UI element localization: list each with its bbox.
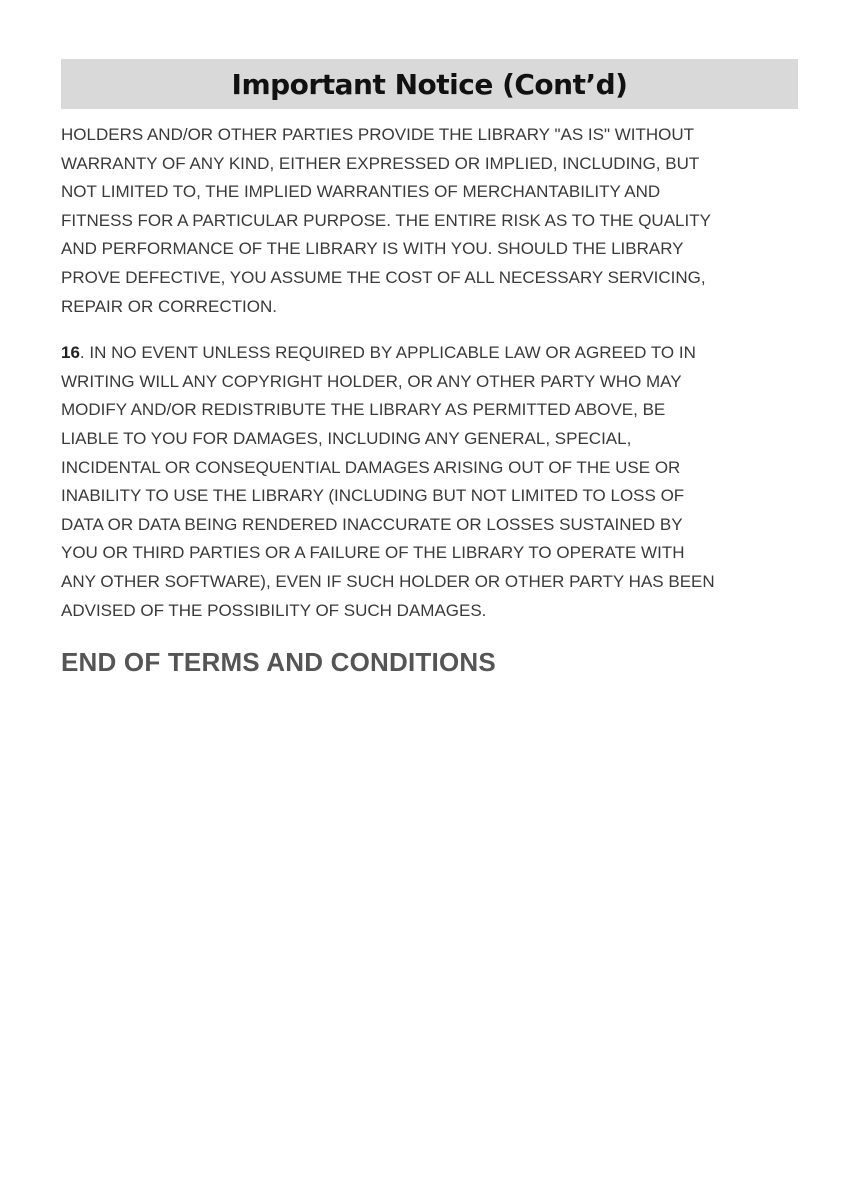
end-of-terms-heading: END OF TERMS AND CONDITIONS (61, 647, 496, 678)
text-line: INCIDENTAL OR CONSEQUENTIAL DAMAGES ARISING OUT OF THE USE OR (61, 457, 681, 477)
text-line: AND PERFORMANCE OF THE LIBRARY IS WITH YOU. SHOULD THE LIBRARY (61, 239, 684, 259)
header-bar (61, 59, 798, 109)
clause-first-line: . IN NO EVENT UNLESS REQUIRED BY APPLICABLE LAW OR AGREED TO IN (79, 343, 696, 363)
text-line: HOLDERS AND/OR OTHER PARTIES PROVIDE THE LIBRARY "AS IS" WITHOUT (61, 125, 695, 144)
text-line (61, 339, 798, 368)
text-line: YOU OR THIRD PARTIES OR A FAILURE OF THE LIBRARY TO OPERATE WITH (61, 543, 685, 563)
text-line: WRITING WILL ANY COPYRIGHT HOLDER, OR ANY OTHER PARTY WHO MAY (61, 371, 682, 391)
paragraph-warranty-disclaimer (61, 121, 798, 321)
page-title: Important Notice (Cont’d) (231, 67, 628, 101)
document-page (61, 59, 798, 678)
paragraph-liability-limitation (61, 339, 798, 625)
text-line: ADVISED OF THE POSSIBILITY OF SUCH DAMAGES. (61, 600, 487, 620)
text-line: FITNESS FOR A PARTICULAR PURPOSE. THE ENTIRE RISK AS TO THE QUALITY (61, 210, 711, 230)
text-line: INABILITY TO USE THE LIBRARY (INCLUDING BUT NOT LIMITED TO LOSS OF (61, 486, 685, 506)
text-line: DATA OR DATA BEING RENDERED INACCURATE OR LOSSES SUSTAINED BY (61, 514, 683, 534)
text-line: LIABLE TO YOU FOR DAMAGES, INCLUDING ANY GENERAL, SPECIAL, (61, 428, 632, 448)
text-line: NOT LIMITED TO, THE IMPLIED WARRANTIES OF MERCHANTABILITY AND (61, 182, 661, 202)
text-line: PROVE DEFECTIVE, YOU ASSUME THE COST OF ALL NECESSARY SERVICING, (61, 267, 706, 287)
text-line: MODIFY AND/OR REDISTRIBUTE THE LIBRARY AS PERMITTED ABOVE, BE (61, 400, 666, 420)
clause-number: 16 (61, 343, 80, 363)
text-line: REPAIR OR CORRECTION. (61, 296, 277, 316)
text-line: WARRANTY OF ANY KIND, EITHER EXPRESSED OR IMPLIED, INCLUDING, BUT (61, 153, 700, 173)
text-line: ANY OTHER SOFTWARE), EVEN IF SUCH HOLDER OR OTHER PARTY HAS BEEN (61, 571, 715, 591)
